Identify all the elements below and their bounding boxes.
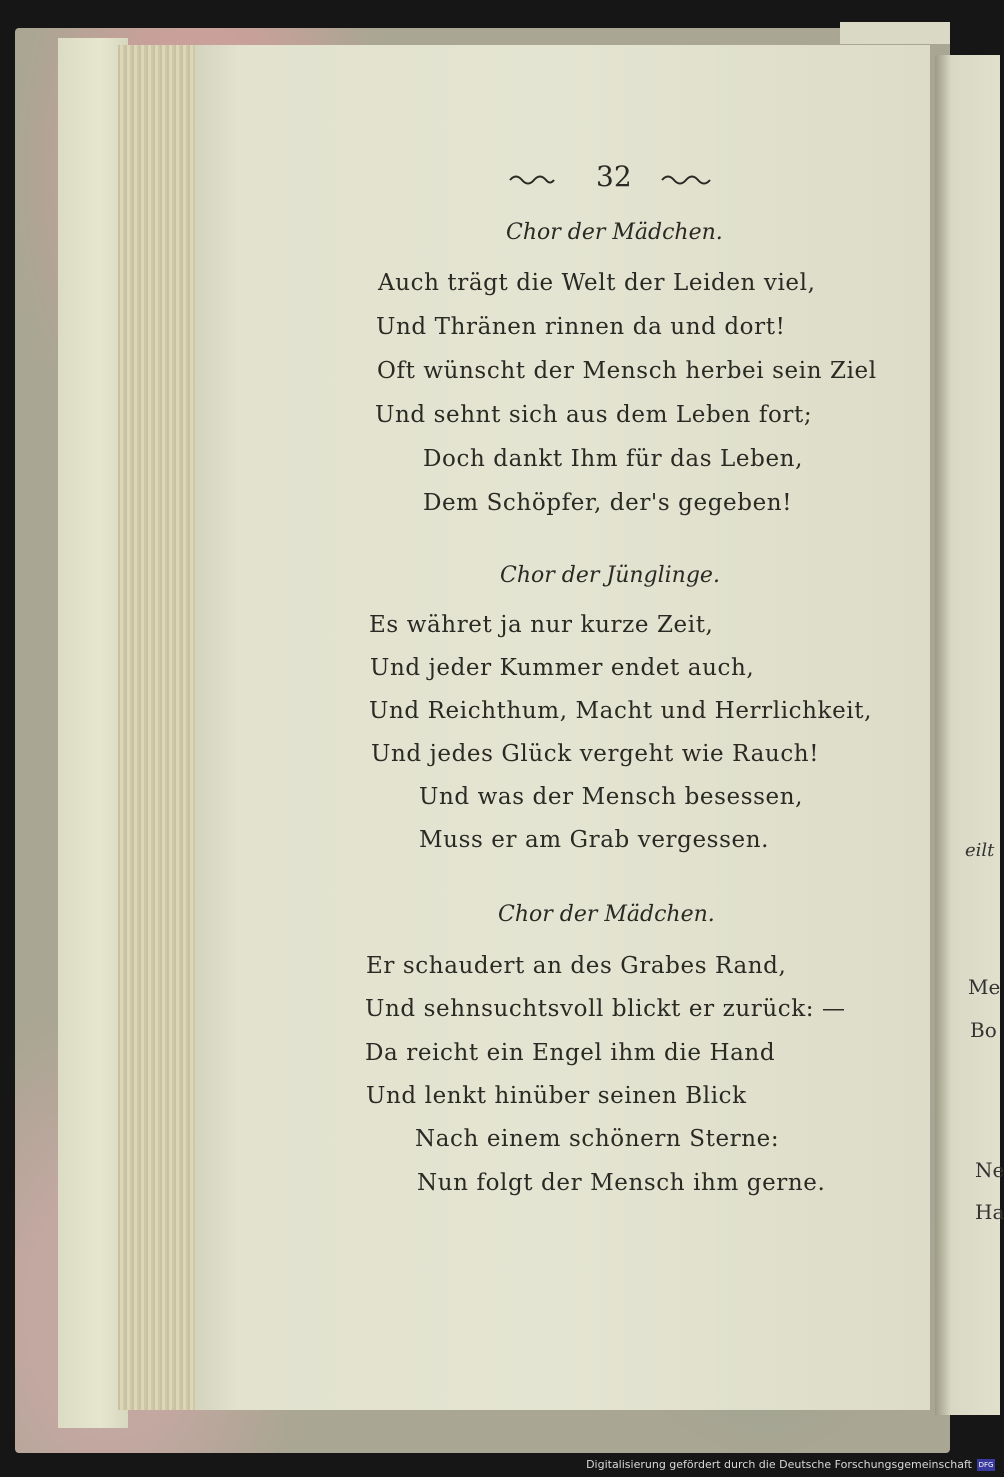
adjacent-page-fragment: Bo [970, 1018, 997, 1042]
verse-line: Er schaudert an des Grabes Rand, [366, 953, 787, 979]
verse-line: Und Thränen rinnen da und dort! [376, 314, 786, 340]
section-heading: Chor der Mädchen. [506, 220, 723, 245]
verse-line: Nun folgt der Mensch ihm gerne. [417, 1170, 826, 1196]
footer-bar [0, 1453, 1000, 1477]
verse-line: Und lenkt hinüber seinen Blick [366, 1083, 747, 1109]
verse-line: Nach einem schönern Sterne: [415, 1126, 780, 1152]
verse-line: Und jedes Glück vergeht wie Rauch! [371, 741, 820, 767]
verse-line: Auch trägt die Welt der Leiden viel, [378, 270, 816, 296]
section-heading: Chor der Jünglinge. [500, 563, 720, 588]
book-page [195, 45, 930, 1410]
verse-line: Es währet ja nur kurze Zeit, [369, 612, 714, 638]
adjacent-page-fragment: eilt [965, 840, 995, 861]
cover-edge [840, 22, 950, 44]
dfg-logo: DFG [978, 1461, 994, 1469]
tilde-ornament-right-icon [660, 171, 712, 185]
verse-line: Da reicht ein Engel ihm die Hand [365, 1040, 776, 1066]
adjacent-page-fragment: Ne [975, 1158, 1004, 1182]
verse-line: Und was der Mensch besessen, [419, 784, 804, 810]
adjacent-page-fragment: Ha [975, 1200, 1004, 1224]
page-number: 32 [596, 160, 632, 193]
tilde-ornament-left-icon [508, 171, 556, 185]
verse-line: Und jeder Kummer endet auch, [370, 655, 755, 681]
verse-line: Dem Schöpfer, der's gegeben! [423, 490, 793, 516]
verse-line: Muss er am Grab vergessen. [419, 827, 770, 853]
page-number-ornament [660, 170, 712, 189]
verse-line: Oft wünscht der Mensch herbei sein Ziel [377, 358, 877, 384]
verse-line: Und sehnsuchtsvoll blickt er zurück: — [365, 996, 846, 1022]
verse-line: Und sehnt sich aus dem Leben fort; [375, 402, 813, 428]
verse-line: Doch dankt Ihm für das Leben, [423, 446, 803, 472]
section-heading: Chor der Mädchen. [498, 902, 715, 927]
adjacent-page-fragment: Me [968, 975, 1001, 999]
page-number-ornament [508, 170, 556, 189]
verse-line: Und Reichthum, Macht und Herrlichkeit, [369, 698, 873, 724]
footer-credit: Digitalisierung gefördert durch die Deutsche Forschungsgemeinschaft [586, 1458, 972, 1471]
